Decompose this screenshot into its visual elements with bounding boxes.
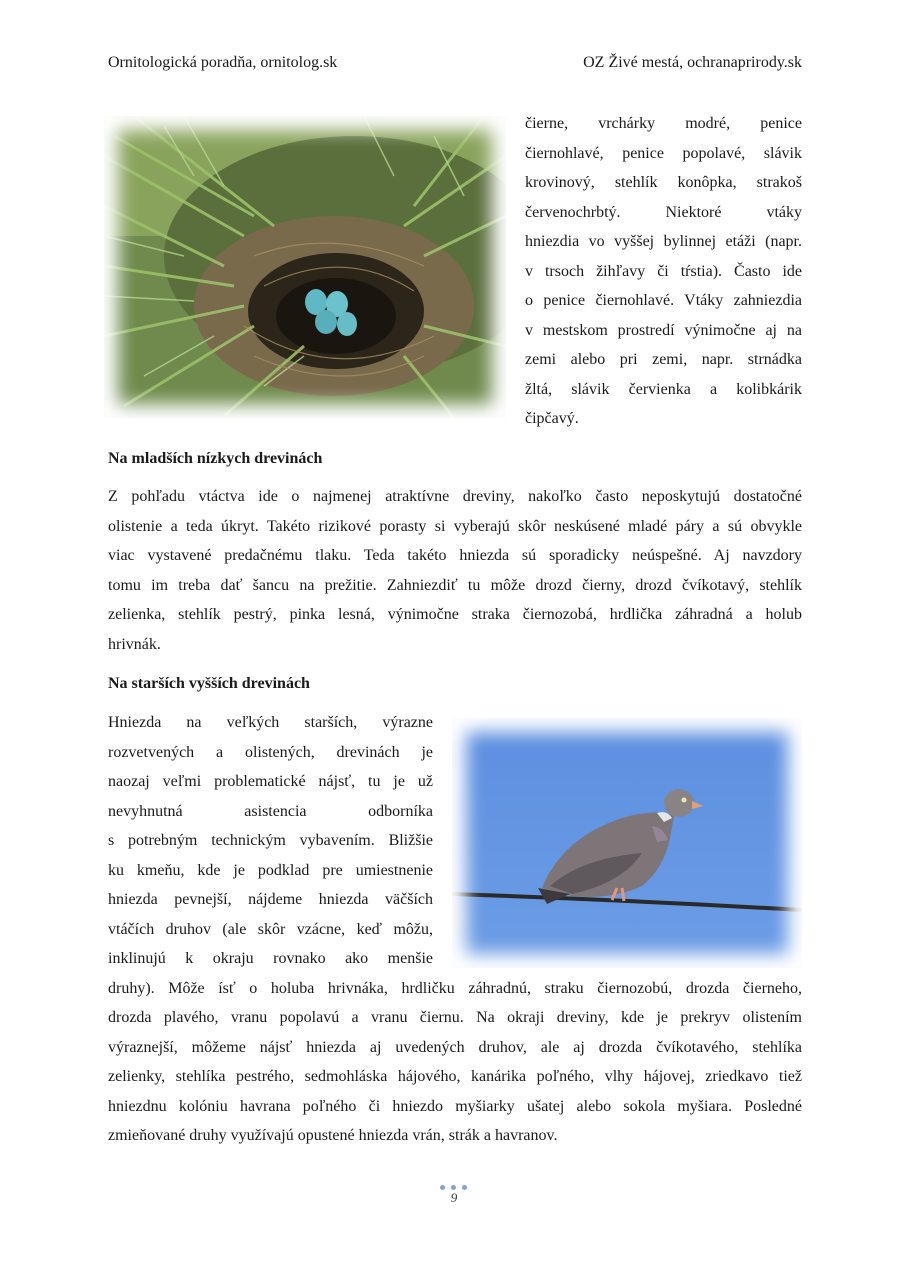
text-line: ku kmeňu, kde je podklad pre umiestnenie <box>108 861 433 879</box>
text-line: v mestskom prostredí výnimočne aj na <box>525 321 802 339</box>
text-line: hniezdnu kolóniu havrana poľného či hniezdo myšiarky ušatej alebo sokola myšiara. Posledné <box>108 1097 802 1115</box>
text-line: druhy). Môže ísť o holuba hrivnáka, hrdličku záhradnú, straku čiernozobú, drozda čierneho, <box>108 979 802 997</box>
text-line: inklinujú k okraju rovnako ako menšie <box>108 950 433 967</box>
paragraph-old-trees-wide <box>108 974 802 1151</box>
page-header <box>108 54 802 78</box>
text-line: naozaj veľmi problematické nájsť, tu je už <box>108 773 433 790</box>
header-right: OZ Živé mestá, ochranaprirody.sk <box>583 54 802 71</box>
text-line: čipčavý. <box>525 410 579 427</box>
text-line: hniezdia vo vyššej bylinnej etáži (napr. <box>525 233 802 250</box>
text-line: s potrebným technickým vybavením. Bližšie <box>108 832 433 849</box>
text-line: nevyhnutná asistencia odborníka <box>108 802 433 820</box>
pigeon-photo <box>452 718 802 968</box>
text-line: vtáčích druhov (ale skôr vzácne, keď môžu, <box>108 920 433 938</box>
text-line: čierne, vrchárky modré, penice <box>525 115 802 132</box>
section-heading-old-trees: Na starších vyšších drevinách <box>108 675 310 692</box>
text-line: v trsoch žihľavy či tŕstia). Často ide <box>525 262 802 280</box>
paragraph-intro-continuation <box>525 109 802 434</box>
paragraph-young-trees <box>108 482 802 659</box>
text-line: Hniezda na veľkých starších, výrazne <box>108 714 433 731</box>
paragraph-old-trees-narrow <box>108 708 433 974</box>
text-line: hniezda pevnejší, nájdeme hniezda väčších <box>108 891 433 908</box>
text-line: hrivnák. <box>108 635 161 653</box>
text-line: rozvetvených a olistených, drevinách je <box>108 743 433 761</box>
text-line: čiernohlavé, penice popolavé, slávik <box>525 144 802 162</box>
text-line: žltá, slávik červienka a kolibkárik <box>525 380 802 398</box>
text-line: zelienky, stehlíka pestrého, sedmohláska hájového, kanárika poľného, vlhy hájovej, zriedkavo tiež <box>108 1068 802 1085</box>
text-line: krovinový, stehlík konôpka, strakoš <box>525 174 802 191</box>
text-line: drozda plavého, vranu popolavú a vranu čiernu. Na okraji dreviny, kde je prekryv olistením <box>108 1009 802 1026</box>
text-line: tomu im treba dať šancu na prežitie. Zahniezdiť tu môže drozd čierny, drozd čvíkotavý, stehlík <box>108 576 802 594</box>
text-line: červenochrbtý. Niektoré vtáky <box>525 203 802 221</box>
text-line: o penice čiernohlavé. Vtáky zahniezdia <box>525 292 802 309</box>
nest-photo <box>104 116 506 418</box>
text-line: výraznejší, môžeme nájsť hniezda aj uvedených druhov, ale aj drozda čvíkotavého, stehlíka <box>108 1038 802 1056</box>
text-line: zelienka, stehlík pestrý, pinka lesná, výnimočne straka čiernozobá, hrdlička záhradná a holub <box>108 606 802 623</box>
page-number: 9 <box>450 1190 458 1205</box>
text-line: Z pohľadu vtáctva ide o najmenej atraktívne dreviny, nakoľko často neposkytujú dostatočné <box>108 488 802 505</box>
text-line: zemi alebo pri zemi, napr. strnádka <box>525 351 802 368</box>
text-line: viac vystavené predačnému tlaku. Teda takéto hniezda sú sporadicky neúspešné. Aj navzdory <box>108 547 802 564</box>
section-heading-young-trees: Na mladších nízkych drevinách <box>108 450 323 467</box>
header-left: Ornitologická poradňa, ornitolog.sk <box>108 54 338 71</box>
text-line: olistenie a teda úkryt. Takéto rizikové porasty si vyberajú skôr neskúsené mladé páry a sú obvykle <box>108 517 802 535</box>
text-line: zmieňované druhy využívajú opustené hniezda vrán, strák a havranov. <box>108 1127 558 1144</box>
